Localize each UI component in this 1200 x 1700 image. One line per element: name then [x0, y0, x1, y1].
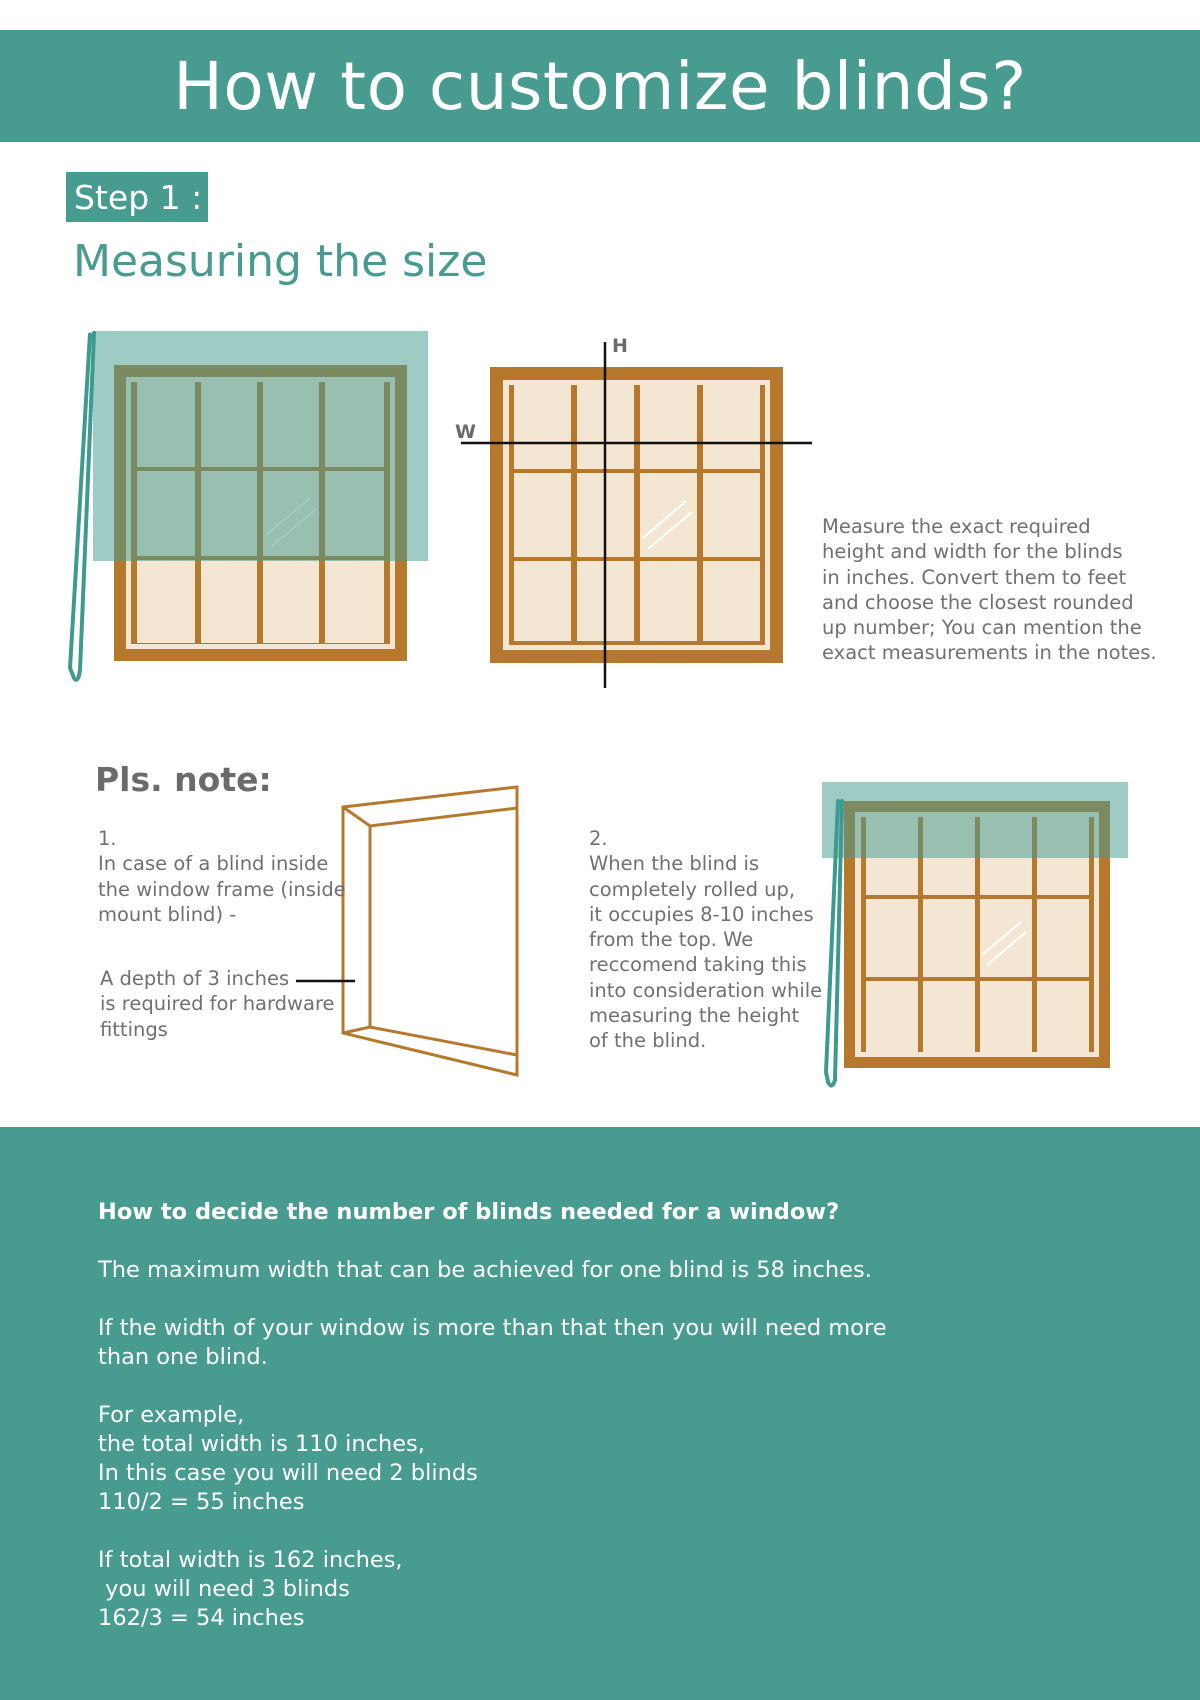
step-badge: Step 1 : — [66, 172, 208, 222]
note-line: completely rolled up, — [589, 877, 796, 901]
blind-overlay — [93, 331, 428, 561]
text-line: the total width is 110 inches, — [98, 1431, 425, 1457]
note-line: A depth of 3 inches — [100, 967, 290, 990]
note-line: In case of a blind inside — [98, 852, 329, 876]
window-with-blind-illustration — [70, 331, 428, 680]
width-label: W — [455, 421, 476, 443]
text-line — [98, 1372, 887, 1401]
note-1 — [98, 826, 346, 927]
window-measure-illustration — [461, 342, 812, 688]
page-title: How to customize blinds? — [173, 47, 1027, 125]
text-line: In this case you will need 2 blinds — [98, 1460, 478, 1486]
notes-title: Pls. note: — [95, 760, 272, 799]
section-title: Measuring the size — [73, 236, 488, 287]
note-line: it occupies 8-10 inches — [589, 902, 814, 926]
note-line: mount blind) - — [98, 902, 237, 926]
text-line: The maximum width that can be achieved for one blind is 58 inches. — [98, 1257, 872, 1283]
note-2 — [589, 826, 822, 1054]
instruction-line: in inches. Convert them to feet — [822, 565, 1127, 589]
text-line — [98, 1517, 887, 1546]
text-line: If the width of your window is more than that then you will need more — [98, 1315, 887, 1341]
inside-mount-frame-illustration — [343, 787, 517, 1075]
measure-instructions — [822, 514, 1192, 666]
note-line: fittings — [100, 1017, 168, 1041]
height-label: H — [612, 335, 628, 357]
note-line: When the blind is — [589, 852, 760, 876]
note-line: into consideration while — [589, 978, 823, 1002]
instruction-line: height and width for the blinds — [822, 540, 1123, 564]
rolled-blind-overlay — [822, 782, 1128, 858]
text-line: For example, — [98, 1402, 245, 1428]
note-line: of the blind. — [589, 1029, 707, 1053]
note-line: measuring the height — [589, 1004, 800, 1028]
text-line: If total width is 162 inches, — [98, 1547, 403, 1573]
blinds-count-heading: How to decide the number of blinds needed for a window? — [98, 1199, 840, 1225]
text-line: 110/2 = 55 inches — [98, 1489, 305, 1515]
note-line: the window frame (inside — [98, 877, 346, 901]
note-line: reccomend taking this — [589, 953, 807, 977]
instruction-line: Measure the exact required — [822, 515, 1091, 538]
note-number: 1. — [98, 827, 117, 850]
text-line — [98, 1227, 887, 1256]
text-line: than one blind. — [98, 1344, 268, 1370]
text-line: you will need 3 blinds — [98, 1576, 350, 1602]
text-line — [98, 1285, 887, 1314]
instruction-line: and choose the closest rounded — [822, 590, 1134, 614]
note-line: from the top. We — [589, 928, 754, 952]
note-1-callout — [100, 966, 335, 1042]
blinds-count-text — [98, 1198, 887, 1633]
text-line: 162/3 = 54 inches — [98, 1605, 305, 1631]
instruction-line: up number; You can mention the — [822, 616, 1142, 640]
instruction-line: exact measurements in the notes. — [822, 641, 1157, 665]
note-number: 2. — [589, 827, 608, 850]
window-rolled-blind-illustration — [822, 782, 1128, 1086]
bead-chain-icon — [70, 333, 94, 680]
note-line: is required for hardware — [100, 992, 335, 1016]
